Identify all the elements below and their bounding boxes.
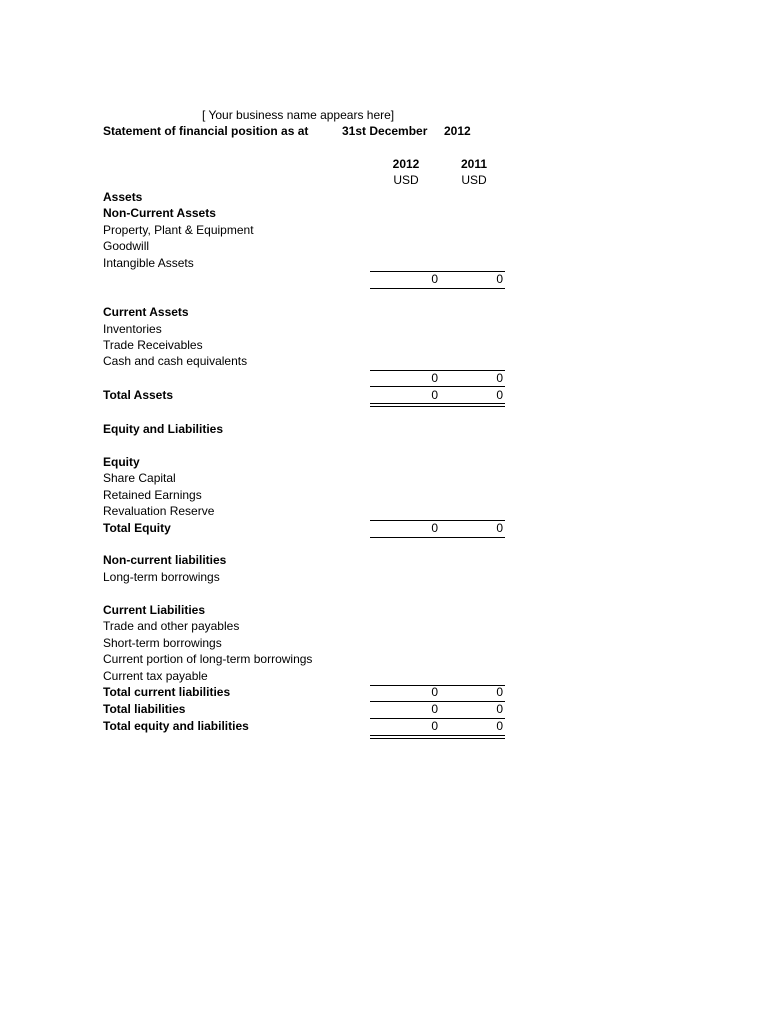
amount-cell: 0 [431,685,438,699]
subheading-equity: Equity [103,455,140,469]
subheading-non-current-liabilities: Non-current liabilities [103,553,227,567]
subtotal-rule [370,537,505,538]
subtotal-rule [370,386,505,387]
total-liabilities-label: Total liabilities [103,702,186,716]
amount-cell: 0 [431,719,438,733]
amount-cell: 0 [431,702,438,716]
statement-date: 31st December [342,124,428,138]
amount-cell: 0 [496,388,503,402]
business-name: [ Your business name appears here] [202,108,395,122]
column-unit-2011: USD [461,173,487,187]
total-assets-label: Total Assets [103,388,174,402]
subheading-non-current-assets: Non-Current Assets [103,206,216,220]
line-item-label: Short-term borrowings [103,636,222,650]
amount-cell: 0 [431,272,438,286]
statement-year: 2012 [444,124,471,138]
line-item-label: Current tax payable [103,669,208,683]
amount-cell: 0 [496,702,503,716]
amount-cell: 0 [431,388,438,402]
line-item-label: Inventories [103,322,162,336]
amount-cell: 0 [431,371,438,385]
statement-title: Statement of financial position as at [103,124,309,138]
amount-cell: 0 [496,521,503,535]
subheading-current-liabilities: Current Liabilities [103,603,206,617]
amount-cell: 0 [496,719,503,733]
line-item-label: Long-term borrowings [103,570,220,584]
line-item-label: Cash and cash equivalents [103,354,248,368]
line-item-label: Trade Receivables [103,338,203,352]
double-underline-rule [370,403,505,407]
column-header-2011: 2011 [460,157,488,171]
amount-cell: 0 [496,685,503,699]
amount-cell: 0 [431,521,438,535]
line-item-label: Revaluation Reserve [103,504,215,518]
line-item-label: Share Capital [103,471,176,485]
total-current-liabilities-label: Total current liabilities [103,685,231,699]
section-heading-equity-liabilities: Equity and Liabilities [103,422,224,436]
amount-cell: 0 [496,272,503,286]
column-unit-2012: USD [393,173,419,187]
line-item-label: Current portion of long-term borrowings [103,652,313,666]
subheading-current-assets: Current Assets [103,305,189,319]
column-header-2012: 2012 [392,157,420,171]
total-equity-liabilities-label: Total equity and liabilities [103,719,249,733]
line-item-label: Intangible Assets [103,256,194,270]
subtotal-rule [370,288,505,289]
line-item-label: Property, Plant & Equipment [103,223,254,237]
amount-cell: 0 [496,371,503,385]
section-heading-assets: Assets [103,190,143,204]
line-item-label: Goodwill [103,239,150,253]
line-item-label: Trade and other payables [103,619,240,633]
line-item-label: Retained Earnings [103,488,202,502]
total-equity-label: Total Equity [103,521,171,535]
double-underline-rule [370,735,505,739]
